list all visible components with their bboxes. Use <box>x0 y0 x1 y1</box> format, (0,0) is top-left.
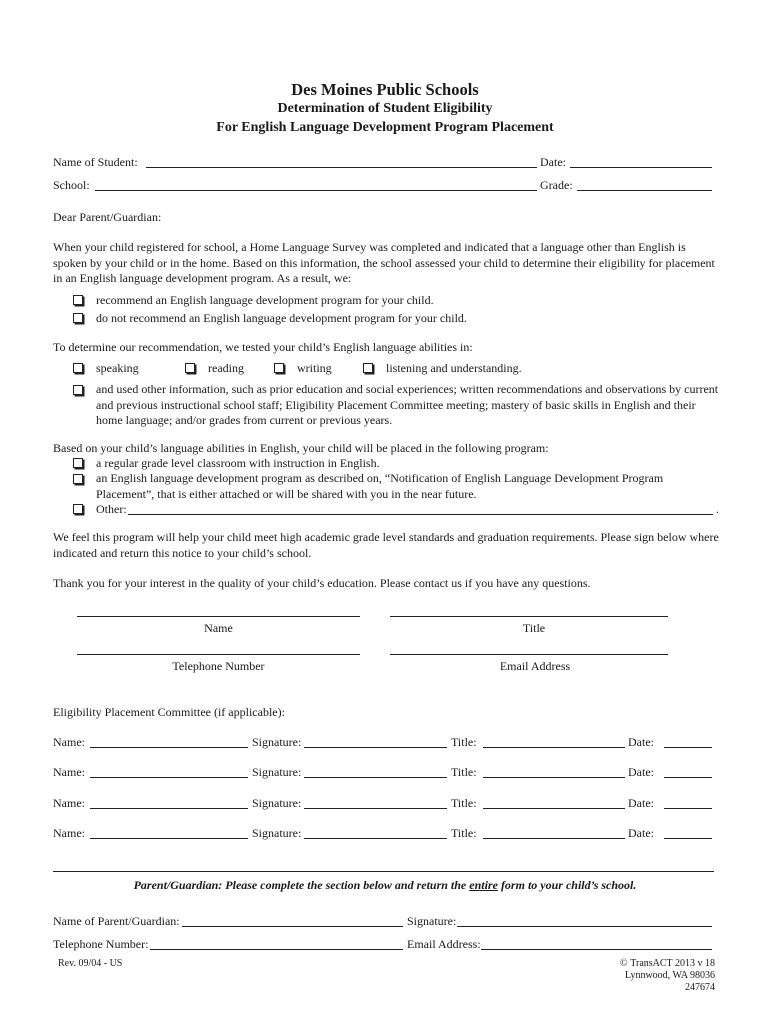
parent-email-label: Email Address: <box>407 937 481 951</box>
committee-title-field-1[interactable] <box>483 747 625 748</box>
company-version: TransACT 2013 v 18 <box>630 958 715 969</box>
committee-name-label-4: Name: <box>53 826 85 840</box>
committee-name-label-3: Name: <box>53 796 85 810</box>
form-title-line2: For English Language Development Program Placement <box>216 120 554 135</box>
committee-signature-field-1[interactable] <box>304 747 447 748</box>
reading-label: reading <box>208 361 244 375</box>
committee-name-field-1[interactable] <box>90 747 248 748</box>
feel-paragraph: We feel this program will help your child meet high academic grade level standards and graduation requirements. Please sign below where indicated and return this notice to your child’s school. <box>53 530 719 560</box>
committee-name-field-4[interactable] <box>90 838 248 839</box>
email-label: Email Address <box>499 659 571 673</box>
parent-name-field[interactable] <box>182 926 403 927</box>
committee-signature-field-2[interactable] <box>304 777 447 778</box>
committee-date-label-1: Date: <box>628 735 654 749</box>
other-field[interactable] <box>128 514 713 515</box>
email-field[interactable] <box>390 654 668 655</box>
committee-title-label-2: Title: <box>451 765 477 779</box>
parent-name-label: Name of Parent/Guardian: <box>53 914 180 928</box>
parent-phone-label: Telephone Number: <box>53 937 149 951</box>
other-period: . <box>716 502 719 516</box>
eld-program-label: an English language development program as described on, “Notification of English Language Development Program Placement”, that is either attached or will be shared with you in the near future. <box>96 471 664 501</box>
greeting: Dear Parent/Guardian: <box>53 210 162 224</box>
ability-writing[interactable] <box>274 361 332 377</box>
date-label: Date: <box>540 155 566 169</box>
regular-classroom-label: a regular grade level classroom with instruction in English. <box>96 456 380 470</box>
committee-date-label-2: Date: <box>628 765 654 779</box>
org-title: Des Moines Public Schools <box>291 80 479 99</box>
committee-signature-label-3: Signature: <box>252 796 302 810</box>
section-divider <box>53 871 714 872</box>
committee-title-field-2[interactable] <box>483 777 625 778</box>
listening-label: listening and understanding. <box>386 361 522 375</box>
checkbox-reading[interactable] <box>185 363 195 373</box>
checkbox-other-info[interactable] <box>73 385 83 395</box>
parent-instruction <box>0 878 770 894</box>
checkbox-speaking[interactable] <box>73 363 83 373</box>
checkbox-eld-program[interactable] <box>73 474 83 484</box>
parent-email-field[interactable] <box>481 949 712 950</box>
form-title-line1: Determination of Student Eligibility <box>277 101 493 116</box>
committee-signature-label-4: Signature: <box>252 826 302 840</box>
phone-field[interactable] <box>77 654 360 655</box>
staff-title-label: Title <box>522 621 546 635</box>
other-info-option[interactable] <box>73 383 83 399</box>
form-number: 247674 <box>685 982 715 993</box>
school-field[interactable] <box>95 190 537 191</box>
thanks-paragraph: Thank you for your interest in the quality of your child’s education. Please contact us if you have any questions. <box>53 576 591 590</box>
committee-heading: Eligibility Placement Committee (if applicable): <box>53 705 285 719</box>
student-name-label: Name of Student: <box>53 155 138 169</box>
speaking-label: speaking <box>96 361 139 375</box>
checkbox-not-recommend[interactable] <box>73 313 83 323</box>
revision-note: Rev. 09/04 - US <box>58 958 123 969</box>
committee-name-field-3[interactable] <box>90 808 248 809</box>
other-info-text: and used other information, such as prior education and social experiences; written recommendations and observations by current and previous instructional school staff; Eligibility Placement Committee meeting; mastery of basic skills in English and their home language; and/or grades from current or previous years. <box>96 382 719 427</box>
committee-signature-label-1: Signature: <box>252 735 302 749</box>
placement-other[interactable] <box>73 502 127 518</box>
recommend-option[interactable] <box>73 293 434 309</box>
checkbox-writing[interactable] <box>274 363 284 373</box>
ability-reading[interactable] <box>185 361 244 377</box>
writing-label: writing <box>297 361 332 375</box>
committee-name-field-2[interactable] <box>90 777 248 778</box>
checkbox-other[interactable] <box>73 504 83 514</box>
student-name-field[interactable] <box>146 167 537 168</box>
ability-listening[interactable] <box>363 361 522 377</box>
other-label: Other: <box>96 502 127 516</box>
copyright-symbol: © <box>620 958 628 969</box>
parent-phone-field[interactable] <box>150 949 403 950</box>
placement-eld[interactable] <box>73 472 83 488</box>
committee-date-label-4: Date: <box>628 826 654 840</box>
parent-signature-field[interactable] <box>457 926 712 927</box>
company-location: Lynnwood, WA 98036 <box>624 970 715 981</box>
committee-date-label-3: Date: <box>628 796 654 810</box>
committee-signature-field-3[interactable] <box>304 808 447 809</box>
committee-title-field-3[interactable] <box>483 808 625 809</box>
grade-field[interactable] <box>577 190 712 191</box>
checkbox-recommend[interactable] <box>73 295 83 305</box>
staff-title-field[interactable] <box>390 616 668 617</box>
placement-regular[interactable] <box>73 456 380 472</box>
grade-label: Grade: <box>540 178 573 192</box>
not-recommend-option[interactable] <box>73 311 467 327</box>
not-recommend-label: do not recommend an English language development program for your child. <box>96 311 467 325</box>
parent-signature-label: Signature: <box>407 914 457 928</box>
placement-intro: Based on your child’s language abilities in English, your child will be placed in the following program: <box>53 441 549 455</box>
intro-paragraph: When your child registered for school, a Home Language Survey was completed and indicated that a language other than English is spoken by your child or in the home. Based on this information, the school assessed your child to determine their eligibility for placement in an English language development program. As a result, we: <box>53 240 715 285</box>
committee-title-field-4[interactable] <box>483 838 625 839</box>
committee-date-field-2[interactable] <box>664 777 712 778</box>
committee-date-field-3[interactable] <box>664 808 712 809</box>
committee-date-field-4[interactable] <box>664 838 712 839</box>
instruction-before: Parent/Guardian: Please complete the section below and return the <box>133 878 470 892</box>
committee-title-label-4: Title: <box>451 826 477 840</box>
checkbox-regular-classroom[interactable] <box>73 458 83 468</box>
committee-signature-field-4[interactable] <box>304 838 447 839</box>
committee-name-label-1: Name: <box>53 735 85 749</box>
committee-name-label-2: Name: <box>53 765 85 779</box>
tested-intro: To determine our recommendation, we tested your child’s English language abilities in: <box>53 340 473 354</box>
school-label: School: <box>53 178 90 192</box>
committee-title-label-1: Title: <box>451 735 477 749</box>
date-field[interactable] <box>570 167 712 168</box>
instruction-after: form to your child’s school. <box>497 878 637 892</box>
staff-name-label: Name <box>204 621 233 635</box>
recommend-label: recommend an English language development program for your child. <box>96 293 434 307</box>
instruction-emphasis: entire <box>469 878 498 892</box>
committee-title-label-3: Title: <box>451 796 477 810</box>
checkbox-listening[interactable] <box>363 363 373 373</box>
ability-speaking[interactable] <box>73 361 139 377</box>
phone-label: Telephone Number <box>172 659 265 673</box>
committee-signature-label-2: Signature: <box>252 765 302 779</box>
staff-name-field[interactable] <box>77 616 360 617</box>
committee-date-field-1[interactable] <box>664 747 712 748</box>
